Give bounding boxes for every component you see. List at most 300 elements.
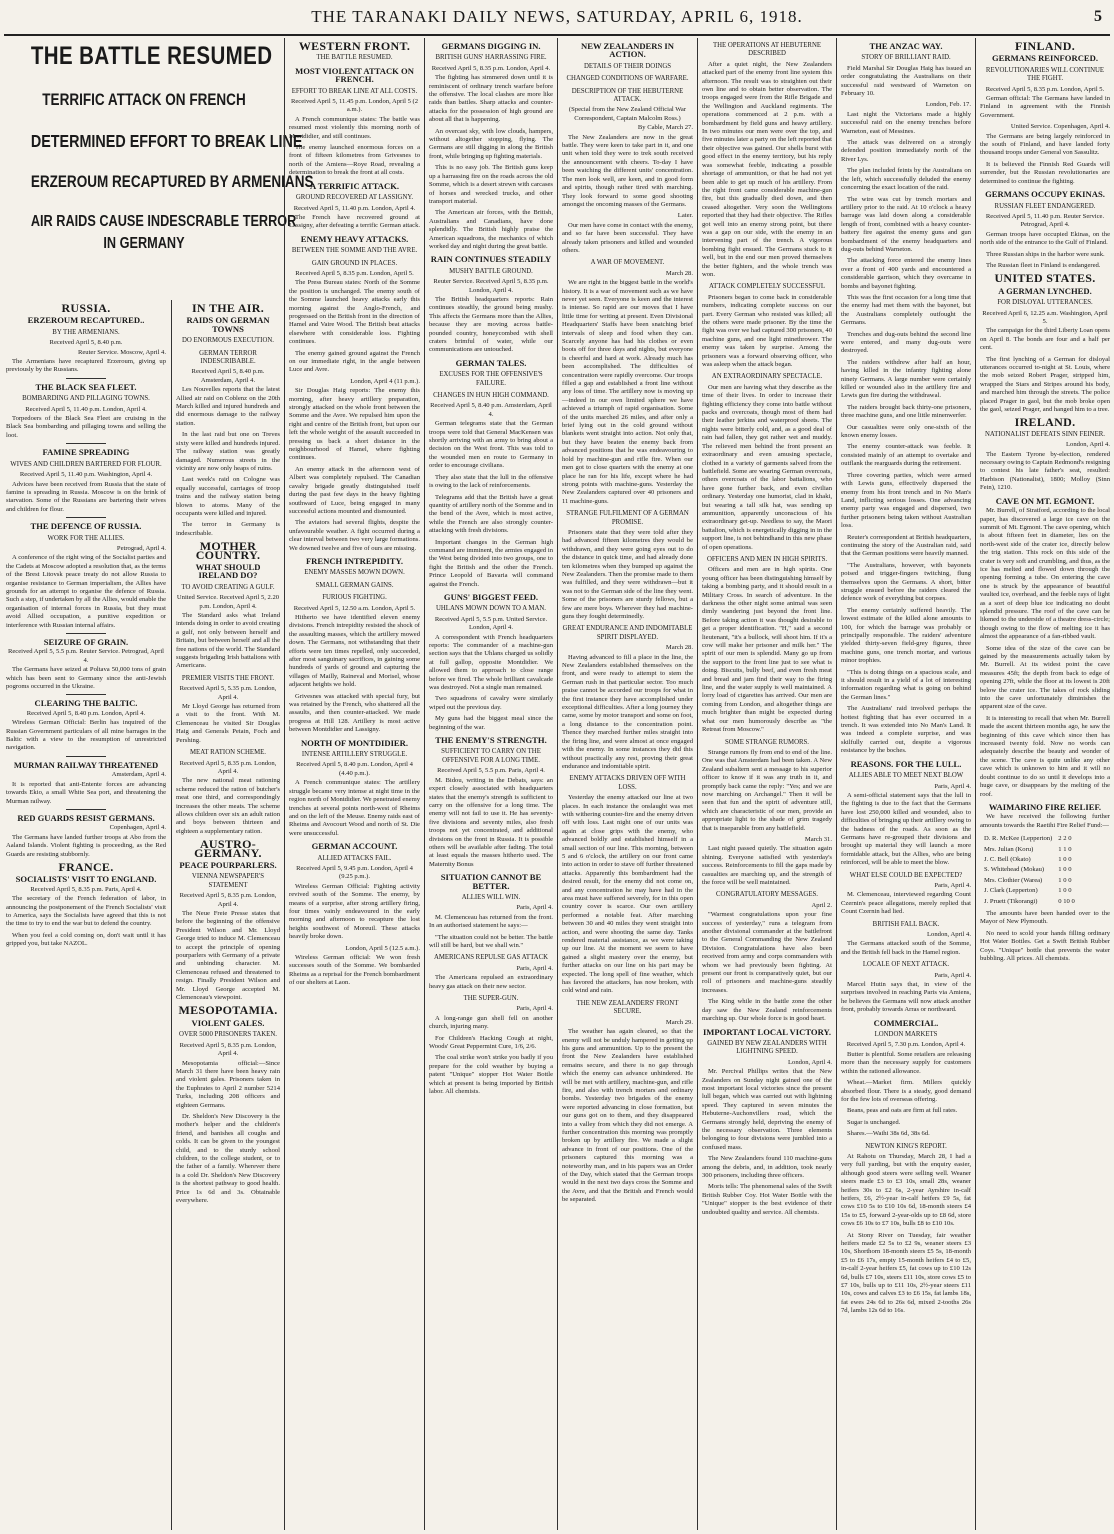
subheading: GREAT ENDURANCE AND INDOMITABLE SPIRIT DISPLAYED.: [562, 625, 693, 641]
subheading: BY THE ARMENIANS.: [52, 328, 120, 336]
dateline: Copenhagen, April 4.: [109, 824, 166, 832]
article-paragraph: "The Australians, however, with bayonets poised and trigger-fingers twitching, flung themselves upon the Germans. A short, bitter struggle ensued before the raiders cleared the defence work of everything but corpses.: [841, 561, 971, 603]
dateline: Received April 5, 8.40 p.m. Amsterdam, April 4.: [191, 368, 265, 384]
advertisement: The coal strike won't strike you badly if you prepare for the cold weather by buying a patent "Unique" stopper Hot Water Bottle which at present is being imported by British labor. All chemists.: [429, 1054, 553, 1096]
dateline: Received April 5, 8.35 p.m. London, April 5.: [985, 85, 1105, 93]
column-new-zealanders-in-action: [562, 38, 693, 1530]
dateline: Reuter Service. Received April 5, 8.35 p.m. London, April 4.: [433, 278, 549, 294]
article-paragraph: Sir Douglas Haig reports: The enemy this morning, after heavy artillery preparation, strongly attacked on the whole front between the Somme and the Avre. We repulsed him upon the right and centre of the British front, but upon our left the whole weight of the assault succeeded in pressing us back a short distance in the neighbourhood of Hamel, where fighting continues.: [289, 387, 420, 462]
subheading: MOST VIOLENT ATTACK ON FRENCH.: [295, 65, 414, 85]
dateline: Received April 5, 12.50 a.m. London, April 5.: [293, 604, 416, 612]
article-paragraph: An overcast sky, with low clouds, hampers, without altogether stopping, flying. The Germans are still digging in along the British front, while bringing up fighting materials.: [429, 127, 553, 160]
subheading: SUFFICIENT TO CARRY ON THE OFFENSIVE FOR A LONG TIME.: [441, 748, 541, 764]
advertisement: When you feel a cold coming on, don't wait until it has gripped you, but take NAZOL.: [6, 931, 166, 948]
donor-name: Mrs. Julian (Koru): [984, 845, 1034, 853]
subheading: VIENNA NEWSPAPER'S STATEMENT: [191, 873, 265, 889]
article-paragraph: Prisoners state that they were told after they had advanced fifteen kilometres they would be withdrawn, and they were going eyes out to do the distance in quick time, and had already done ten kilometres when they bumped up against the New Zealanders. Then the promise made to them was fulfilled, and they were withdrawn—but it was not to the German side of the line they went. Some of the prisoners are sturdy fellows, but a few are mere boys. Wherever they had machine-guns they fought determinedly.: [562, 528, 693, 620]
article-paragraph: The Press Bureau states: North of the Somme the position is unchanged. The enemy south of the Somme launched heavy attacks early this morning against the Anglo-French, and progressed on the British front in the direction of Hamel and Vaire Wood. The British beat attacks elsewhere with considerable loss. Fighting continues.: [289, 279, 420, 346]
subheading: AN EXTRAORDINARY SPECTACLE.: [711, 373, 823, 381]
subheading: CLEARING THE BALTIC.: [34, 698, 138, 709]
article-paragraph: At Stony River on Tuesday, fair weather heifers made £2 5s to £2 9s, weaner steers £3 10s, Shorthorn 18-month steers £5 5s, 18-month £5 to £6 17s, empty 15-month heifers £4 to £5, in-calf 2-year heifers £5, fat cows up to £10 12s 6d, bulls £7 10s, steers £11 10s, store cows £5 to £7 10s, bulls up to £11 10s, 2½-year steers £11 10s, cows and calves £3 to £6 15s, fat lambs 18s, fat ewes 24s 6d to 26s 6d, mixed 2-tooths 26s 7d, lambs 12s 6d to 16s.: [841, 1231, 971, 1315]
dateline: Received April 5, 8.35 p.m. London, April 4.: [179, 892, 277, 908]
article-paragraph: Marcel Hutin says that, in view of the surprises involved in reaching Paris via Amiens, he believes the Germans will now attack another front, probably towards Arras or northward.: [841, 981, 971, 1014]
article-paragraph: Having advanced to fill a place in the line, the New Zealanders established themselves on the front, and were ready to attempt to stem the German rush in that particular sector. Too much praise cannot be accorded our troops for what in the first instance they have accomplished under exceptional difficulties. After a long journey they came, some by motor transport and some on foot, a long distance to the concentration point. Thence they marched further miles straight into the firing line, and were almost at once engaged with the enemy. In some instances they did this without practically any rest, proving their great endurance and indomitable spirit.: [562, 653, 693, 770]
article-paragraph: The secretary of the French federation of labor, in announcing the postponement of the French Socialists' visit to America, says the Socialists have agreed that this is not the time to try to end the war but to defend the country.: [6, 895, 166, 928]
subheading: BRITISH GUNS' HARRASSING FIRE.: [435, 54, 547, 62]
article-paragraph: Important changes in the German high command are imminent, the armies engaged in the West being divided into two groups, one to fight the British and the other the French. Prince Leopold of Bavaria will command against the French.: [429, 538, 553, 588]
subheading: BOMBARDING AND PILLAGING TOWNS.: [22, 395, 150, 403]
article-paragraph: The enemy certainly suffered heavily. The lowest estimate of the killed alone amounts to 100, for which the barrage was probably or principally responsible. The raiders' adventure yielded thirty-seven field-grey figures, three machine guns, one trench mortar, and various minor trophies.: [841, 606, 971, 665]
article-paragraph: Some idea of the size of the cave can be gained by the measurements actually taken by Mr. Burrell. At its widest point the cave measures 45ft; the depth from back to edge of opening 27ft, while the floor at its lowest is 20ft below the crater ice. The takes of rock sliding into the cave unfortunately diminishes the apparent size of the cave.: [980, 644, 1110, 711]
dateline: London, April 4.: [788, 1058, 832, 1066]
dateline: Received April 5, 5.5 p.m. Paris, April 4.: [437, 767, 545, 775]
dateline: Received April 5, 11.40 p.m. Reuter Service. Petrograd, April 4.: [985, 212, 1105, 229]
article-paragraph: The Australians' raid involved perhaps the hottest fighting that has ever occurred in a trench. It was extended into No Man's Land. It was indeed a complete surprise, and was skilfully carried out, despite a vigorous resistance by the boches.: [841, 705, 971, 755]
article-paragraph: Hitherto we have identified eleven enemy divisions. French intrepidity resisted the shock of the assaulting masses, which the artillery mowed down. The Germans, not withstanding that their efforts were ten times repelled, only succeeded, after most sanguinary sacrifices, in gaining some hundreds of yards of ground and capturing the villages of Mailly, Raineval and Morisel, whose adjacent heights we hold.: [289, 613, 420, 689]
subheading: OVER 5000 PRISONERS TAKEN.: [179, 1031, 277, 1039]
article-paragraph: Trenches and dug-outs behind the second line were entered, and many dug-outs were destroyed.: [841, 330, 971, 355]
column-rule: [171, 300, 172, 1530]
article-paragraph: The raiders withdrew after half an hour, having killed in the infantry fighting alone ninety Germans. A large number were certainly killed or wounded also in the artillery fire and Lewis gun fire during the withdrawal.: [841, 358, 971, 400]
subheading: FOR DISLOYAL UTTERANCES.: [997, 299, 1093, 307]
subheading: NATIONALIST DEFEATS SINN FEINER.: [985, 430, 1105, 438]
column-rule: [975, 38, 976, 1530]
subheading: GERMAN TERROR INDESCRIBABLE.: [199, 349, 257, 366]
article-paragraph: Last week's raid on Cologne was equally successful, carriages of troop trains and the railway station being blown to atoms. Many of the occupants were killed and injured.: [176, 476, 280, 517]
article-paragraph: The Eastern Tyrone by-election, rendered necessary owing to Captain Redmond's resigning to contest his late father's seat, resulted: Harbison (Nationalist), 1800; Molloy (Sinn Fein), 1210.: [980, 450, 1110, 492]
dateline: Received April 5, 11.40 p.m. London, April 4.: [293, 204, 416, 212]
column-rule: [836, 38, 837, 1530]
list-item: [982, 877, 1077, 885]
article-paragraph: The attacking force entered the enemy lines over a front of 400 yards and encountered a considerable garrison, which they overcame in bombs and bayonet fighting.: [841, 257, 971, 290]
donor-amount: 0 10 0: [1058, 897, 1075, 905]
article-paragraph: The Germans attacked south of the Somme, and the British fell back in the Hamel region.: [841, 940, 971, 956]
dateline: Received April 5, 8.35 p.m. London, April 4.: [431, 64, 551, 72]
column-rule: [557, 38, 558, 1530]
article-paragraph: German telegrams state that the German troops were told that General MacKensen was shortly arriving with an army to bring about a decision on the West front. This was told to the wounded men en route to Germany in order to encourage civilians.: [429, 420, 553, 470]
list-item: [982, 898, 1077, 906]
subheading: MURMAN RAILWAY THREATENED: [13, 759, 159, 770]
donor-name: J. Clark (Lepperton): [984, 887, 1038, 895]
dateline: Paris, April 4.: [516, 1005, 553, 1013]
subheading: REVOLUTIONARIES WILL CONTINUE THE FIGHT.: [985, 66, 1105, 83]
article-paragraph: The New Zealanders are now in the great battle. They were keen to take part in it, and one unit when told they were to trek south received the announcement with cheers. To-day I have been watching the different units' concentration. The men look well, are keen, and in good form and spirits, though rather tired with marching. They look forward to some good shooting amongst the oncoming masses of the Germans.: [562, 133, 693, 208]
headline-erzeroum: ERZEROUM RECAPTURED BY ARMENIANS: [30, 173, 314, 191]
subheading: WIVES AND CHILDREN BARTERED FOR FLOUR.: [10, 460, 162, 468]
subheading: CONGRATULATORY MESSAGES.: [716, 891, 818, 899]
subheading: PEACE POURPARLERS.: [179, 859, 277, 870]
article-paragraph: Reuter's correspondent at British headquarters, continuing the story of the Australian raid, said that the German positions were heavily manned.: [841, 533, 971, 558]
list-item: [982, 866, 1077, 874]
subheading: A WAR OF MOVEMENT.: [590, 259, 665, 267]
donor-amount: 1 0 0: [1058, 855, 1072, 863]
subheading: GAIN GROUND IN PLACES.: [311, 259, 398, 267]
article-paragraph: Telegrams add that the British have a great quantity of artillery north of the Somme and in the bend of the Avre, which is most active, while the French are also strongly counter-attacking with fresh divisions.: [429, 493, 553, 535]
article-paragraph: Three Russian ships in the harbor were sunk.: [986, 250, 1105, 258]
subheading: MUSHY BATTLE GROUND.: [449, 267, 533, 275]
dateline: By Cable, March 27.: [637, 124, 693, 132]
section-heading: FINLAND.: [1014, 39, 1076, 53]
donor-amount: 1 0 0: [1058, 876, 1072, 884]
list-item: [982, 887, 1077, 895]
donor-amount: 1 0 0: [1058, 887, 1072, 895]
subheading: ENEMY MASSES MOWN DOWN.: [304, 569, 405, 577]
column-finland: [980, 38, 1110, 1530]
article-paragraph: Mesopotamia official:—Since March 31 there have been heavy rain and violent gales. Prisoners taken in the Euphrates to April 2 number 5214 Turks, including 208 officers and eighteen Germans.: [176, 1059, 280, 1109]
subheading: FURIOUS FIGHTING.: [322, 594, 387, 602]
article-paragraph: Mr. Percival Phillips writes that the New Zealanders on Sunday night gained one of the most important local victories since the present lull began, which was carried out with lightning speed. They captured in seven minutes the Hebuterne-Auchonvillers road, which the Germans strongly held, depriving the enemy of the necessary observation. Three elements belonging to four divisions were jumbled into a confused mass.: [702, 1068, 832, 1151]
dateline: Received April 5, 8.40 p.m. London, April 4 (4.40 p.m.).: [296, 761, 413, 777]
article-paragraph: Three covering parties, which were armed with Lewis guns, effectively dispersed the enemy from his front trench and in No Man's Land, inflicting serious losses. One advancing enemy party was engaged and dispersed, two further prisoners being taken without Australian loss.: [841, 471, 971, 530]
subheading: STORY OF BRILLIANT RAID.: [861, 54, 951, 62]
subheading: EXCUSES FOR THE OFFENSIVE'S FAILURE.: [439, 371, 543, 387]
section-heading: NEW ZEALANDERS IN ACTION.: [581, 41, 674, 60]
article-paragraph: The terror in Germany is indescribable.: [176, 521, 280, 537]
article-paragraph: A conference of the right wing of the Socialist parties and the Cadets at Moscow adopted a resolution that, as the terms of the Brest Litovsk peace treaty do not allow Russia to organise resistance to German imperialism, the Allies have grounds for an attempt to organise the defence of Russia. Such a step, if undertaken by all the Allies, would enable the organisation of internal forces in Russia, but they must avoid Allied occupation, a punitive expedition or interference with Russian internal affairs.: [6, 554, 166, 629]
article-paragraph: The enemy launched enormous forces on a front of fifteen kilometres from Grivesnes to north of the Amiens—Roye Road, revealing a determination to break the front at all costs.: [289, 144, 420, 177]
article-paragraph: German troops have occupied Ekinas, on the north side of the entrance to the Gulf of Finland.: [980, 230, 1110, 247]
article-paragraph: It is believed the Finnish Red Guards will surrender, but the Russian revolutionaries are determined to continue the fighting.: [980, 160, 1110, 185]
subheading: GERMAN ACCOUNT.: [311, 841, 398, 852]
article-paragraph: The British headquarters reports: Rain continues steadily, the ground being mushy. This affects the Germans more than the Allies, because they are moving across battle-pounded country, honeycombed with shell craters brimful of water, while our communications are untouched.: [429, 295, 553, 354]
dateline: Paris, April 4.: [516, 964, 553, 972]
article-paragraph: Last night the Victorians made a highly successful raid on the enemy trenches before Warneton, east of Messines.: [841, 110, 971, 135]
subheading: ALLIES WILL WIN.: [461, 893, 521, 901]
article-paragraph: A long-range gun shell fell on another church, injuring many.: [429, 1014, 553, 1031]
article-paragraph: Wireless German Official: Fighting activity revived south of the Somme. The enemy, by means of a surprise, after strong artillery firing, four times vainly endeavoured in the early morning and afternoon to recapture the lost heights southwest of Moreuil. These attacks heavily broke down.: [289, 882, 420, 941]
subheading: ERZEROUM RECAPTURED..: [27, 315, 145, 326]
article-paragraph: The aviators had several flights, despite the unfavourable weather. A fight occurred during a clear interval between two very large formations. We downed twelve and five of ours are missing.: [289, 519, 420, 552]
dateline: Received April 5, 9.45 p.m. London, April 4 (9.25 p.m.).: [296, 864, 413, 881]
dateline: London, April 4.: [1066, 441, 1110, 449]
article-paragraph: Butter is plentiful. Some retailers are releasing more than the necessary supply for customers within the rationed allowance.: [841, 1050, 971, 1075]
article-paragraph: An enemy attack in the afternoon west of Albert was completely repulsed. The Canadian cavalry brigade greatly distinguished itself during the past few days in the heavy fighting southward of Luce, being engaged in many successful actions mounted and dismounted.: [289, 465, 420, 515]
article-paragraph: "Warmest congratulations upon your fine success of yesterday," runs a telegram from another divisional commander at the battlefront to the General Commanding the New Zealand Division. Congratulations have also been received from army and corps commanders with whom we had previously been fighting. At present our front is comparatively quiet, but our roll of prisoners and machine-guns steadily increases.: [702, 911, 832, 994]
article-paragraph: Field Marshal Sir Douglas Haig has issued an order congratulating the Australians on their successful raid westward of Warneton on February 10.: [841, 64, 971, 98]
section-heading: FRANCE.: [58, 859, 114, 874]
article-paragraph: The Russian fleet in Finland is endangered.: [986, 261, 1101, 269]
section-heading: THE OPERATIONS AT HEBUTERNE DESCRIBED: [712, 42, 822, 58]
column-rule: [284, 38, 285, 1530]
subheading: DESCRIPTION OF THE HEBUTERNE ATTACK.: [571, 87, 684, 104]
donor-amount: 1 0 0: [1058, 866, 1072, 874]
section-heading: THE ANZAC WAY.: [869, 41, 943, 51]
article-paragraph: The new national meat rationing scheme reduced the ration of butcher's meat one third, and correspondingly increases the other meats. The scheme allows children over six an adult ration and boys between thirteen and eighteen a supplementary ration.: [176, 777, 280, 835]
subheading: THE ENEMY'S STRENGTH.: [435, 735, 547, 746]
article-paragraph: The Armenians have recaptured Erzeroum, giving up previously by the Russians.: [6, 358, 166, 374]
article-paragraph: The Germans have seized at Poltava 50,000 tons of grain which has been sent to Germany since the anti-Jewish pogroms occurred in the Ukraine.: [6, 666, 166, 691]
advertisement: Moris tells: The phenomenal sales of the Swift British Rubber Coy. Hot Water Bottle with the "Unique" stopper is the best evidence of their undoubted quality and service. All chemists.: [702, 1183, 832, 1216]
advertisement: Dr. Sheldon's New Discovery is the mother's helper and the children's friend, and banishes all coughs and colds. It can be given to the youngest child, and to the sturdy school children, to the college student, or to the father of a family. Wherever there is a cold Dr. Sheldon's New Discovery is the shortest pathway to good health. Price 1s 6d and 3s. Obtainable everywhere.: [176, 1112, 280, 1204]
article-paragraph: The amounts have been handed over to the Mayor of New Plymouth.: [980, 909, 1110, 926]
dateline: Received April 5, 8.40 p.m.: [49, 339, 123, 347]
subheading: ATTACK COMPLETELY SUCCESSFUL: [709, 283, 825, 291]
dateline: March 29.: [665, 1018, 693, 1026]
section-heading: WESTERN FRONT.: [298, 39, 411, 53]
advertisement: For Children's Hacking Cough at night, Woods' Great Peppermint Cure, 1/6, 2/6.: [429, 1034, 553, 1051]
article-paragraph: Beans, peas and oats are firm at full rates.: [847, 1107, 958, 1115]
column-in-the-air: [176, 300, 280, 1530]
headline-battle-resumed: THE BATTLE RESUMED: [30, 42, 273, 70]
article-paragraph: The French have recovered ground at Lassigny, after defeating a terrific German attack.: [289, 213, 421, 230]
dateline: Received April 5, 5.5 p.m. Reuter Service. Petrograd, April 4.: [7, 648, 164, 664]
article-paragraph: Prisoners began to come back in considerable numbers, indicating complete success on our part. Every German who resisted was killed; all the others were made prisoner. By the time the fight was over we had captured 300 prisoners, 40 machine guns, and one light minethrower. The enemy was taken by surprise. Among the prisoners was a forward observing officer, who was asleep when the attack began.: [702, 293, 832, 369]
subheading: MEAT RATION SCHEME.: [190, 749, 266, 757]
article-paragraph: M. Clemenceau, interviewed regarding Count Czernin's peace allegations, merely replied that Count Czernin had lied.: [841, 891, 971, 916]
dateline: Received April 6, 12.25 a.m. Washington, April 5.: [982, 309, 1108, 325]
dateline: Received April 5, 5.5 p.m. United Service. London, April 4.: [434, 615, 548, 632]
article-paragraph: Mr Lloyd George has returned from a visit to the front. With M. Clemenceau he visited Sir Douglas Haig and Generals Petain, Foch and Pershing.: [176, 703, 280, 744]
subheading: TO AVOID CREATING A GULF.: [181, 583, 275, 591]
dateline: Received April 5, 11.45 p.m. London, April 5 (2 a.m.).: [290, 98, 419, 114]
article-paragraph: The Standard asks what Ireland intends doing in order to avoid creating a gulf, not only between herself and Britain, but between herself and all the free nations of the world. The Standard suggests brigading Irish battalions with Americans.: [176, 612, 281, 670]
subheading: INTENSE ARTILLERY STRUGGLE.: [301, 751, 408, 759]
subheading: GERMANS REINFORCED.: [992, 53, 1098, 64]
article-paragraph: The plan included feints by the Australians on the left, which successfully deluded the enemy concerning the exact location of the raid.: [841, 167, 971, 192]
section-heading: IN THE AIR.: [191, 301, 265, 315]
article-paragraph: The attack was delivered on a strongly defended position immediately north of the River Lys.: [841, 139, 971, 163]
article-paragraph: "This is doing things on a spacious scale, and it should result in a yield of a lot of interesting information regarding what is going on behind the German lines.": [841, 668, 971, 701]
subheading: THE SUPER-GUN.: [463, 995, 519, 1003]
dateline: March 28.: [665, 269, 693, 277]
subheading: NORTH OF MONTDIDIER.: [300, 737, 409, 748]
dateline: Paris, April 4.: [934, 881, 971, 889]
section-heading: UNITED STATES.: [994, 271, 1096, 286]
subheading: WORK FOR THE ALLIES.: [47, 534, 125, 542]
subheading: VIOLENT GALES.: [191, 1017, 265, 1028]
article-paragraph: The first lynching of a German for disloyal utterances occurred to-night at St. Louis, where the mob seized Robert Prager, stripped him, wrapped the Stars and Stripes around his body, and marched him through the streets. The police placed Prager in gaol, but the mob broke open the gaol, seized Prager, and hanged him to a tree.: [980, 355, 1110, 414]
column-hebuterne-operations: [702, 38, 832, 1530]
masthead: [0, 0, 1114, 34]
fund-list: [980, 833, 1079, 908]
article-paragraph: The weather has again cleared, so that the enemy will not be unduly hampered in getting up his guns and ammunition. Up to the present the front the New Zealanders have established remains secure, and there is no gap through which the enemy can advance unhindered. He will be met with artillery, machine-gun, and rifle fire, and also with trench mortars and ordinary bombs. Yesterday two brigades of the enemy were reported advancing in close formation, but our guns got on to them, and they disappeared into a valley from which they did not emerge. A further concentration this morning was promptly broken up by artillery fire. We made a slight advance in front of our positions. One of the prisoners captured this morning was a noteworthy man, and in his papers was an Order of the Day, which stated that the German troops would in the next two days cross the Somme and the Avre, and that the British and French would be separated.: [562, 1028, 693, 1204]
section-heading: CAVE ON MT. EGMONT.: [995, 495, 1095, 506]
subheading: GUNS' BIGGEST FEED.: [443, 591, 539, 602]
column-rule: [697, 38, 698, 1530]
dateline: Received April 5, 8.35 p.m. Paris, April 4.: [30, 885, 142, 893]
column-russia: [6, 300, 166, 1530]
subheading: STRANGE FULFILMENT OF A GERMAN PROMISE.: [566, 510, 689, 526]
article-paragraph: Wheat.—Market firm. Millers quickly absorbed flour. There is a steady, good demand for the few lots of overseas offering.: [841, 1079, 971, 1103]
subheading: NEWTON KING'S REPORT.: [865, 1142, 947, 1150]
dateline: Received April 5, 11.40 p.m. London, April 4.: [25, 405, 147, 413]
article-paragraph: "The situation could not be better. The battle will still be hard, but we shall win.": [429, 933, 553, 949]
article-paragraph: The fighting has simmered down until it is reminiscent of ordinary trench warfare before the offensive. The local clashes are more like raids than battles. Sharp attacks and counter-attacks for the possession of high ground are about all that is happening.: [429, 74, 553, 124]
list-item: [982, 856, 1077, 864]
article-paragraph: A semi-official statement says that the lull in the fighting is due to the fact that the Germans have lost 250,000 killed and wounded, also to difficulties of bringing up their artillery owing to the badness of the roads. As soon as the Germans have re-grouped their divisions and brought up material they will launch a more formidable attack, but the Allies, who are being reinforced, will be able to meet the blow.: [841, 791, 971, 867]
article-paragraph: Yesterday the enemy attacked our line at two places. In each instance the onslaught was met with withering counter-fire and the enemy driven off with loss. Last night one of our units was again at close grips with the enemy, who advanced boldly and established himself in a small section of our line. This morning, between 5 and 6 o'clock, the artillery on our front came into action in order to stave off further threatened attacks. Apparently this bombardment had the desired result, for the enemy did not come on, and any concentration he may have had in the area must have suffered severely, for in this open country cover is scarce. Our own artillery performed a notable feat. After marching between 30 and 40 miles they went straight into action, and were shooting the same day. Tanks rendered material assistance, as we were taking up our line. At the moment we seem to have gained a slight mastery over the enemy, but further attacks on our line on his part may be expected. The long spell of fine weather, which has favored the attackers, has now broken, with cold wind and rain.: [562, 794, 693, 995]
donor-name: J. C. Bell (Okato): [984, 855, 1031, 863]
donor-name: S. Whitehead (Mokau): [984, 866, 1045, 874]
headline-in-germany: IN GERMANY: [103, 235, 185, 252]
section-heading: MESOPOTAMIA.: [178, 1003, 278, 1018]
subheading: FRENCH INTREPIDITY.: [305, 555, 404, 566]
subheading: ENEMY HEAVY ATTACKS.: [300, 233, 409, 244]
article-paragraph: The New Zealanders found 110 machine-guns among the debris, and, in addition, took nearly 300 prisoners, including three officers.: [702, 1155, 832, 1179]
article-paragraph: It is interesting to recall that when Mr. Burrell made the ascent thirteen months ago, he saw the beginning of this cave which since then has increased twenty fold. Now no words can adequately describe the beauty and wonder of the scene. The cave is quite unlike any other cave which is unknown to him and it will no doubt continue to do so until it develops into a huge cave, or disappears by the melting of the roof.: [980, 714, 1110, 798]
subheading: BETWEEN THE SOMME AND THE AVRE.: [291, 247, 418, 255]
article-paragraph: Our men have come in contact with the enemy, and so far have been successful. They have already taken prisoners and killed and wounded others.: [562, 221, 693, 254]
article-paragraph: My guns had the biggest meal since the beginning of the war.: [429, 715, 553, 731]
subheading: FAMINE SPREADING: [42, 447, 130, 458]
article-paragraph: Last night passed quietly. The situation again shining. Everyone satisfied with yesterday's success. Reinforcements to fill the gaps made by casualties are marching up, and the strength of the force will be well maintained.: [702, 845, 832, 886]
column-rule: [424, 38, 425, 1530]
subheading: RUSSIAN FLEET ENDANGERED.: [994, 202, 1096, 210]
article-paragraph: The raiders brought back thirty-one prisoners, three machine guns, and one little minenwerfer.: [841, 403, 971, 420]
subheading: SITUATION CANNOT BE BETTER.: [440, 872, 542, 891]
subheading: SEIZURE OF GRAIN.: [43, 637, 129, 647]
headline-terrific-attack: TERRIFIC ATTACK ON FRENCH: [42, 91, 246, 109]
dateline: Received April 5, 8.40 p.m. London, April 4.: [26, 709, 146, 717]
masthead-title: THE TARANAKI DAILY NEWS, SATURDAY, APRIL 6, 1918.: [311, 7, 803, 26]
subheading: GROUND RECOVERED AT LASSIGNY.: [295, 194, 414, 202]
subheading: THE NEW ZEALANDERS' FRONT SECURE.: [576, 999, 679, 1016]
dateline: London, April 5 (12.5 a.m.).: [345, 944, 420, 952]
subheading: THE BLACK SEA FLEET.: [35, 381, 137, 392]
donor-amount: 2 2 0: [1058, 835, 1072, 843]
dateline: Received April 5, 8.35 p.m. London, April 4.: [179, 1041, 277, 1058]
donor-name: D. R. McKee (Lepperton): [984, 835, 1053, 843]
subheading: DETAILS OF THEIR DOINGS: [583, 62, 672, 70]
dateline: April 2.: [811, 901, 832, 909]
article-paragraph: Les Nouvelles reports that the latest Allied air raid on Coblenz on the 20th March killed and injured hundreds and did enormous damage to the railway station.: [176, 386, 280, 427]
article-paragraph: A French communique states: The battle was resumed most violently this morning north of Montdidier, and still continues.: [289, 115, 420, 140]
article-paragraph: In the last raid but one on Treves sixty were killed and hundreds injured. The railway station was greatly damaged. Numerous streets in the vicinity are now only heaps of ruins.: [176, 431, 280, 472]
subheading: SMALL GERMAN GAINS.: [315, 581, 394, 589]
dateline: Received April 5, 8.35 p.m. London, April 4.: [179, 759, 277, 775]
article-paragraph: Wireless German Official: Berlin has inquired of the Russian Government particulars of all mine barrages in the Baltic with a view to the resumption of unrestricted navigation.: [6, 719, 166, 752]
column-anzac-way: [841, 38, 971, 1530]
advertisement: No need to scold your hands filling ordinary Hot Water Bottles. Get a Swift British Rubber Coys. "Unique" bottle that prevents the water bubbling. All prices. All chemists.: [980, 929, 1110, 962]
article-paragraph: The Neue Freie Presse states that before the beginning of the offensive President Wilson and Mr. Lloyd George tried to induce M. Clemenceau to accept the principle of opening pourparlers with Germany of a private and unbinding character. M. Clemenceau refused and threatened to resign. Finally President Wilson and Mr. Lloyd George accepted M. Clemenceau's viewpoint.: [176, 910, 280, 1002]
column-western-front: [289, 38, 420, 1530]
section-heading: WAIMARINO FIRE RELIEF.: [988, 801, 1102, 812]
article-paragraph: The Germans are being largely reinforced in the south of Finland, and have landed forty thousand troops under General von Sassulitz.: [980, 132, 1110, 157]
dateline: Received April 5, 8.40 p.m. Amsterdam, April 4.: [430, 402, 552, 418]
subheading: ENEMY ATTACKS DRIVEN OFF WITH LOSS.: [569, 775, 686, 791]
article-paragraph: M. Bidou, writing in the Debats, says: an expert closely associated with headquarters states that the enemy's strength is sufficient to carry on the offensive for a long time. The enemy will not fail to use it. He has seventy-five divisions and seventy miles, also fresh troops not yet concentrated, and additional divisions on the front in Russia. It is possible others will be available after fading. The total at least equals the masses hitherto used. The Maternity Bonus: [429, 776, 553, 868]
subheading: A TERRIFIC ATTACK.: [309, 180, 400, 191]
article-paragraph: They also state that the lull in the offensive is owing to the lack of reinforcements.: [429, 473, 553, 490]
dateline: Received April 5, 7.30 p.m. London, April 4.: [846, 1041, 966, 1049]
subheading: LOCALE OF NEXT ATTACK.: [862, 961, 950, 969]
section-heading: GERMANS DIGGING IN.: [441, 41, 541, 51]
article-paragraph: German official: The Germans have landed in Finland in agreement with the Finnish Government.: [980, 95, 1110, 119]
subheading: SOCIALISTS' VISIT TO ENGLAND.: [15, 874, 157, 885]
article-paragraph: Shares.—Waihi 38s 6d, 38s 6d.: [847, 1130, 930, 1138]
dateline: Received April 5, 8.35 p.m. London, April 5.: [295, 269, 414, 277]
article-paragraph: Wireless German official: We won fresh successes south of the Somme. We bombarded Rheims as a reprisal for the French bombardment of our shelters at Laon.: [289, 954, 420, 987]
subheading: REASONS. FOR THE LULL.: [850, 758, 962, 769]
dateline: Amsterdam, April 4.: [111, 771, 166, 779]
article-paragraph: This was the first occasion for a long time that the enemy had met them with the bayonet, but the Australians completely outfought the Germans.: [841, 293, 971, 327]
section-heading: AUSTRO-GERMANY.: [194, 837, 262, 860]
article-paragraph: We have received the following further amounts towards the Raetihi Fire Relief Fund:—: [980, 813, 1110, 829]
article-paragraph: We are right in the biggest battle in the world's history. It is a war of movement such as we have never yet seen. Everyone is keen and the interest is intense. So rapid are our moves that I have little time for writing at present. Even Divisional Headquarters' Staffs have been snatching brief intervals of sleep and food when they can. Scarcely anyone has had his clothes or even boots off for three days and nights, but everyone is cheerful and hard at work. Already much has been accomplished. The difficulties of concentration were rapidly overcome. Our troops filled a gap and established a front line without any loss of time. The artillery now is moving up—indeed in our own limited sphere we have achieved a triumph of rapid organisation. Some of the units marched 26 miles, and after only a brief lying out in the cold ground without blankets went straight into action. Not only that, but they have beaten the enemy back from advanced positions that he was endeavouring to hold by machine-gun and rifle fire. When our men got to close quarters with the enemy at one place he ran for his life, except where he had strong points with machine-guns. Yesterday the New Zealanders captured over 40 prisoners and 11 machine-guns.: [562, 279, 693, 505]
article-paragraph: The Germans have landed further troops at Abo from the Aaland Islands. Violent fighting is proceeding, as the Red Guards are resisting stubbornly.: [6, 833, 166, 858]
article-paragraph: The King while in the battle zone the other day saw the New Zealand reinforcements marching up. Our whole force is in good heart.: [702, 998, 832, 1023]
subheading: RED GUARDS RESIST GERMANS.: [17, 812, 155, 823]
dateline: United Service. Copenhagen, April 4.: [1010, 123, 1110, 131]
donor-name: Mrs. Clothier (Warea): [984, 876, 1043, 884]
section-heading: COMMERCIAL.: [873, 1017, 939, 1028]
subheading: EFFORT TO BREAK LINE AT ALL COSTS.: [291, 87, 418, 95]
subheading: WHAT ELSE COULD BE EXPECTED?: [849, 871, 963, 879]
article-paragraph: Our men are having what they describe as the time of their lives. In order to increase their fighting efficiency they come into battle without packs and overcoats, though most of them had their leather jerkins and waterproof sheets. The nights were bitterly cold, and, as a good deal of rain had fallen, they got rather wet and muddy. The relieved men behind the front present an extraordinary and even amusing spectacle, clothed in a variety of garments salved from the battlefield. Some are wearing German overcoats, others overcoats of the labor battalions, who have gone further back, and even civilian ordinary. Yesterday one humorist, clad in khaki, but wearing a tall silk hat, was sending up ammunition, apparently unconscious of his extraordinary get-up. Needless to say, the Maori battalion, which is energetically digging in in the support line, is not behindhand in this new phase of open operations.: [702, 383, 832, 551]
article-paragraph: Officers and men are in high spirits. One young officer has been distinguishing himself by taking a bombing party, and it should result in a Military Cross. In search of adventure. In the darkness the other night some animal was seen dimly wandering just beyond the front line. Before taking action it was thought desirable to get a proper identification. "H," said a second lieutenant, "it's a bullock, will shoot him. If it's a cow will make her prisoner and milk her." The spirit of our men is splendid. Many go up from the support to the front line just to see what is doing. Biscuits, bully beef, and even fresh meat and bread and jam find their way to the firing line, and the water supply is well maintained. A lorry load of cigarettes has arrived. Our men are coming from London, and altogether things are much brighter than might be expected during what our men humorously describe as "the Retreat from Moscow.": [702, 566, 832, 734]
article-paragraph: Sugar is unchanged.: [847, 1118, 901, 1126]
dateline: United Service. Received April 5, 2.20 p.m. London, April 4.: [176, 594, 280, 610]
dateline: March 31.: [804, 835, 832, 843]
donor-name: J. Pruett (Tikorangi): [984, 897, 1038, 905]
subheading: WHAT SHOULD IRELAND DO?: [195, 561, 261, 581]
subheading: AMERICANS REPULSE GAS ATTACK: [433, 954, 549, 962]
subheading: ALLIED ATTACKS FAIL.: [317, 854, 392, 862]
dateline: Reuter Service. Moscow, April 4.: [77, 348, 166, 356]
article-paragraph: A correspondent with French headquarters reports: The commander of a machine-gun section says that the Uhlans charged us solidly at full gallop, opposite Montdidier. We allowed them to approach to close range before we fired. The whole brilliant cavalcade was destroyed. Not a single man remained.: [429, 633, 553, 692]
subheading: A GERMAN LYNCHED.: [998, 285, 1092, 296]
subheading: GERMANS OCCUPY EKINAS.: [985, 189, 1105, 200]
article-paragraph: A French communique states: The artillery struggle became very intense at night time in the region north of Montdidier. We penetrated enemy trenches at several points north-west of Rheims and on the left of the Meuse. Enemy raids east of Rheims and Avocourt Wood and north of St. Die were unsuccessful.: [289, 779, 420, 837]
dateline: Paris, April 4.: [516, 904, 553, 912]
dateline: Petrograd, April 4.: [116, 544, 166, 552]
article-paragraph: Two squadrons of cavalry were similarly wiped out the previous day.: [429, 695, 553, 711]
dateline: Received April 5, 5.35 p.m. London, April 4.: [179, 685, 277, 701]
list-item: [982, 846, 1077, 854]
section-heading: MOTHER COUNTRY.: [195, 539, 261, 562]
subheading: OFFICERS AND MEN IN HIGH SPIRITS.: [706, 555, 828, 563]
article-paragraph: Torpedoers of the Black Sea Fleet are cruising in the Black Sea bombarding and pillaging towns and selling the loot.: [6, 415, 166, 439]
subheading: GERMAN TALES.: [455, 357, 527, 368]
article-paragraph: This is no easy job. The British guns keep up a harrassing fire on the roads across the old Somme, which is a desert strewn with carcases of horses and wrecked trucks, and other transport material.: [429, 164, 553, 205]
column-germans-digging-in: [429, 38, 553, 1530]
subheading: CHANGED CONDITIONS OF WARFARE.: [566, 75, 689, 83]
subheading: GAINED BY NEW ZEALANDERS WITH LIGHTNING SPEED.: [707, 1039, 827, 1056]
dateline: London, April 4 (11 p.m.).: [350, 377, 420, 385]
subheading: UHLANS MOWN DOWN TO A MAN.: [435, 605, 546, 613]
main-headlines: [6, 36, 314, 298]
article-paragraph: Advices have been received from Russia that the state of famine is spreading in Russia. Moscow is on the brink of starvation. Some of the Russians are bartering their wives and children for flour.: [6, 480, 166, 513]
subheading: ALLIES ABLE TO MEET NEXT BLOW: [848, 772, 964, 780]
subheading: THE BATTLE RESUMED.: [316, 54, 393, 62]
page-number: 5: [1094, 8, 1102, 25]
list-item: [982, 835, 1077, 843]
donor-amount: 1 1 0: [1058, 845, 1072, 853]
article-paragraph: Grivesnes was attacked with special fury, but was retained by the French, who shattered all the assaults, and then counter-attacked. We made progress at Hill 128. Artillery is most active between Montdidier and Lassigny.: [289, 692, 420, 734]
dateline: Later.: [677, 212, 693, 220]
subheading: THE DEFENCE OF RUSSIA.: [30, 521, 142, 532]
article-paragraph: After a quiet night, the New Zealanders attacked part of the enemy front line system this afternoon. The result was to straighten out their own line and to obtain better observation. The troops engaged were from the Rifle Brigade and the Wellington and Auckland regiments. The operations commenced at 2 p.m. with a bombardment by field guns and heavy artillery. In two minutes our men were over the top, and five minutes later a party on the left reported that their objective was gained. Our shells burst with good effect in the enemy territory, but his reply was somewhat feeble, indicating a possible shortage of ammunition, or that he had not yet been able to get up much of his artillery. From the right front came considerable machine-gun fire, but this gradually died down, and then ceased altogether. Very soon the Wellingtons reported that they had their objective. The Rifles got well into an enemy strong point, but there was a gap on our side, with the enemy in an intervening part of the trench. A vigorous bombing fight ensued. The Germans stuck to it well, but in the end our men proved themselves the better fighters, and the whole trench was won.: [702, 60, 832, 278]
dateline: Paris, April 4.: [934, 971, 971, 979]
headline-air-raids: AIR RAIDS CAUSE INDESCRABLE TERROR: [30, 213, 297, 230]
headline-break-line: DETERMINED EFFORT TO BREAK LINE: [30, 131, 303, 151]
subheading: BRITISH FALL BACK.: [872, 920, 940, 928]
subheading: IMPORTANT LOCAL VICTORY.: [702, 1026, 832, 1037]
subheading: DO ENORMOUS EXECUTION.: [182, 337, 274, 345]
article-paragraph: The enemy counter-attack was feeble. It consisted mainly of an attempt to overtake and outflank the rearguards during the retirement.: [841, 443, 971, 468]
section-heading: IRELAND.: [1014, 415, 1076, 430]
article-paragraph: The Americans repulsed an extraordinary heavy gas attack on their new sector.: [429, 974, 553, 990]
subheading: PREMIER VISITS THE FRONT.: [181, 674, 275, 682]
article-paragraph: The wire was cut by trench mortars and artillery prior to the raid. At 10 o'clock a heavy barrage was laid down along a considerable length of front, combined with a heavy counter-battery fire against the enemy guns and gun bombardment of the enemy headquarters and dug-outs behind Warneton.: [841, 195, 971, 253]
dateline: Paris, April 4.: [934, 782, 971, 790]
subheading: RAIDS ON GERMAN TOWNS: [186, 315, 270, 334]
article-paragraph: The American air forces, with the British, Australians and Canadians, have done splendidly. The British highly praise the American squadrons, the mechanics of which worked day and night during the great battle.: [429, 209, 553, 250]
dateline: Received April 5, 11.40 p.m. Washington, April 4.: [19, 471, 153, 479]
article-paragraph: M. Clemenceau has returned from the front. In an authorised statement he says:—: [429, 913, 553, 930]
article-paragraph: Mr. Burrell, of Stratford, according to the local paper, has discovered a large ice cave on the summit of Mt. Egmont. The cave opening, which is about fifteen feet in diameter, lies on the north-west side of the crater ice, directly below the trig station. This rock on this side of the crater is very soft and crumbling, and thus, as the ice has melted and flowed down through the opening forming a tube. On entering the cave one is struck by the appearance of beautiful vaulted ice, overhead, and the feeble rays of light as a sort of deep blue ice indicating no doubt splendid pressure. The roof of the cave can be likened to the underside of a theatre dress-circle; though owing to the flow of melting ice it has almost the appearance of a fan-ribbed vault.: [980, 507, 1110, 641]
subheading: LONDON MARKETS: [874, 1031, 938, 1039]
